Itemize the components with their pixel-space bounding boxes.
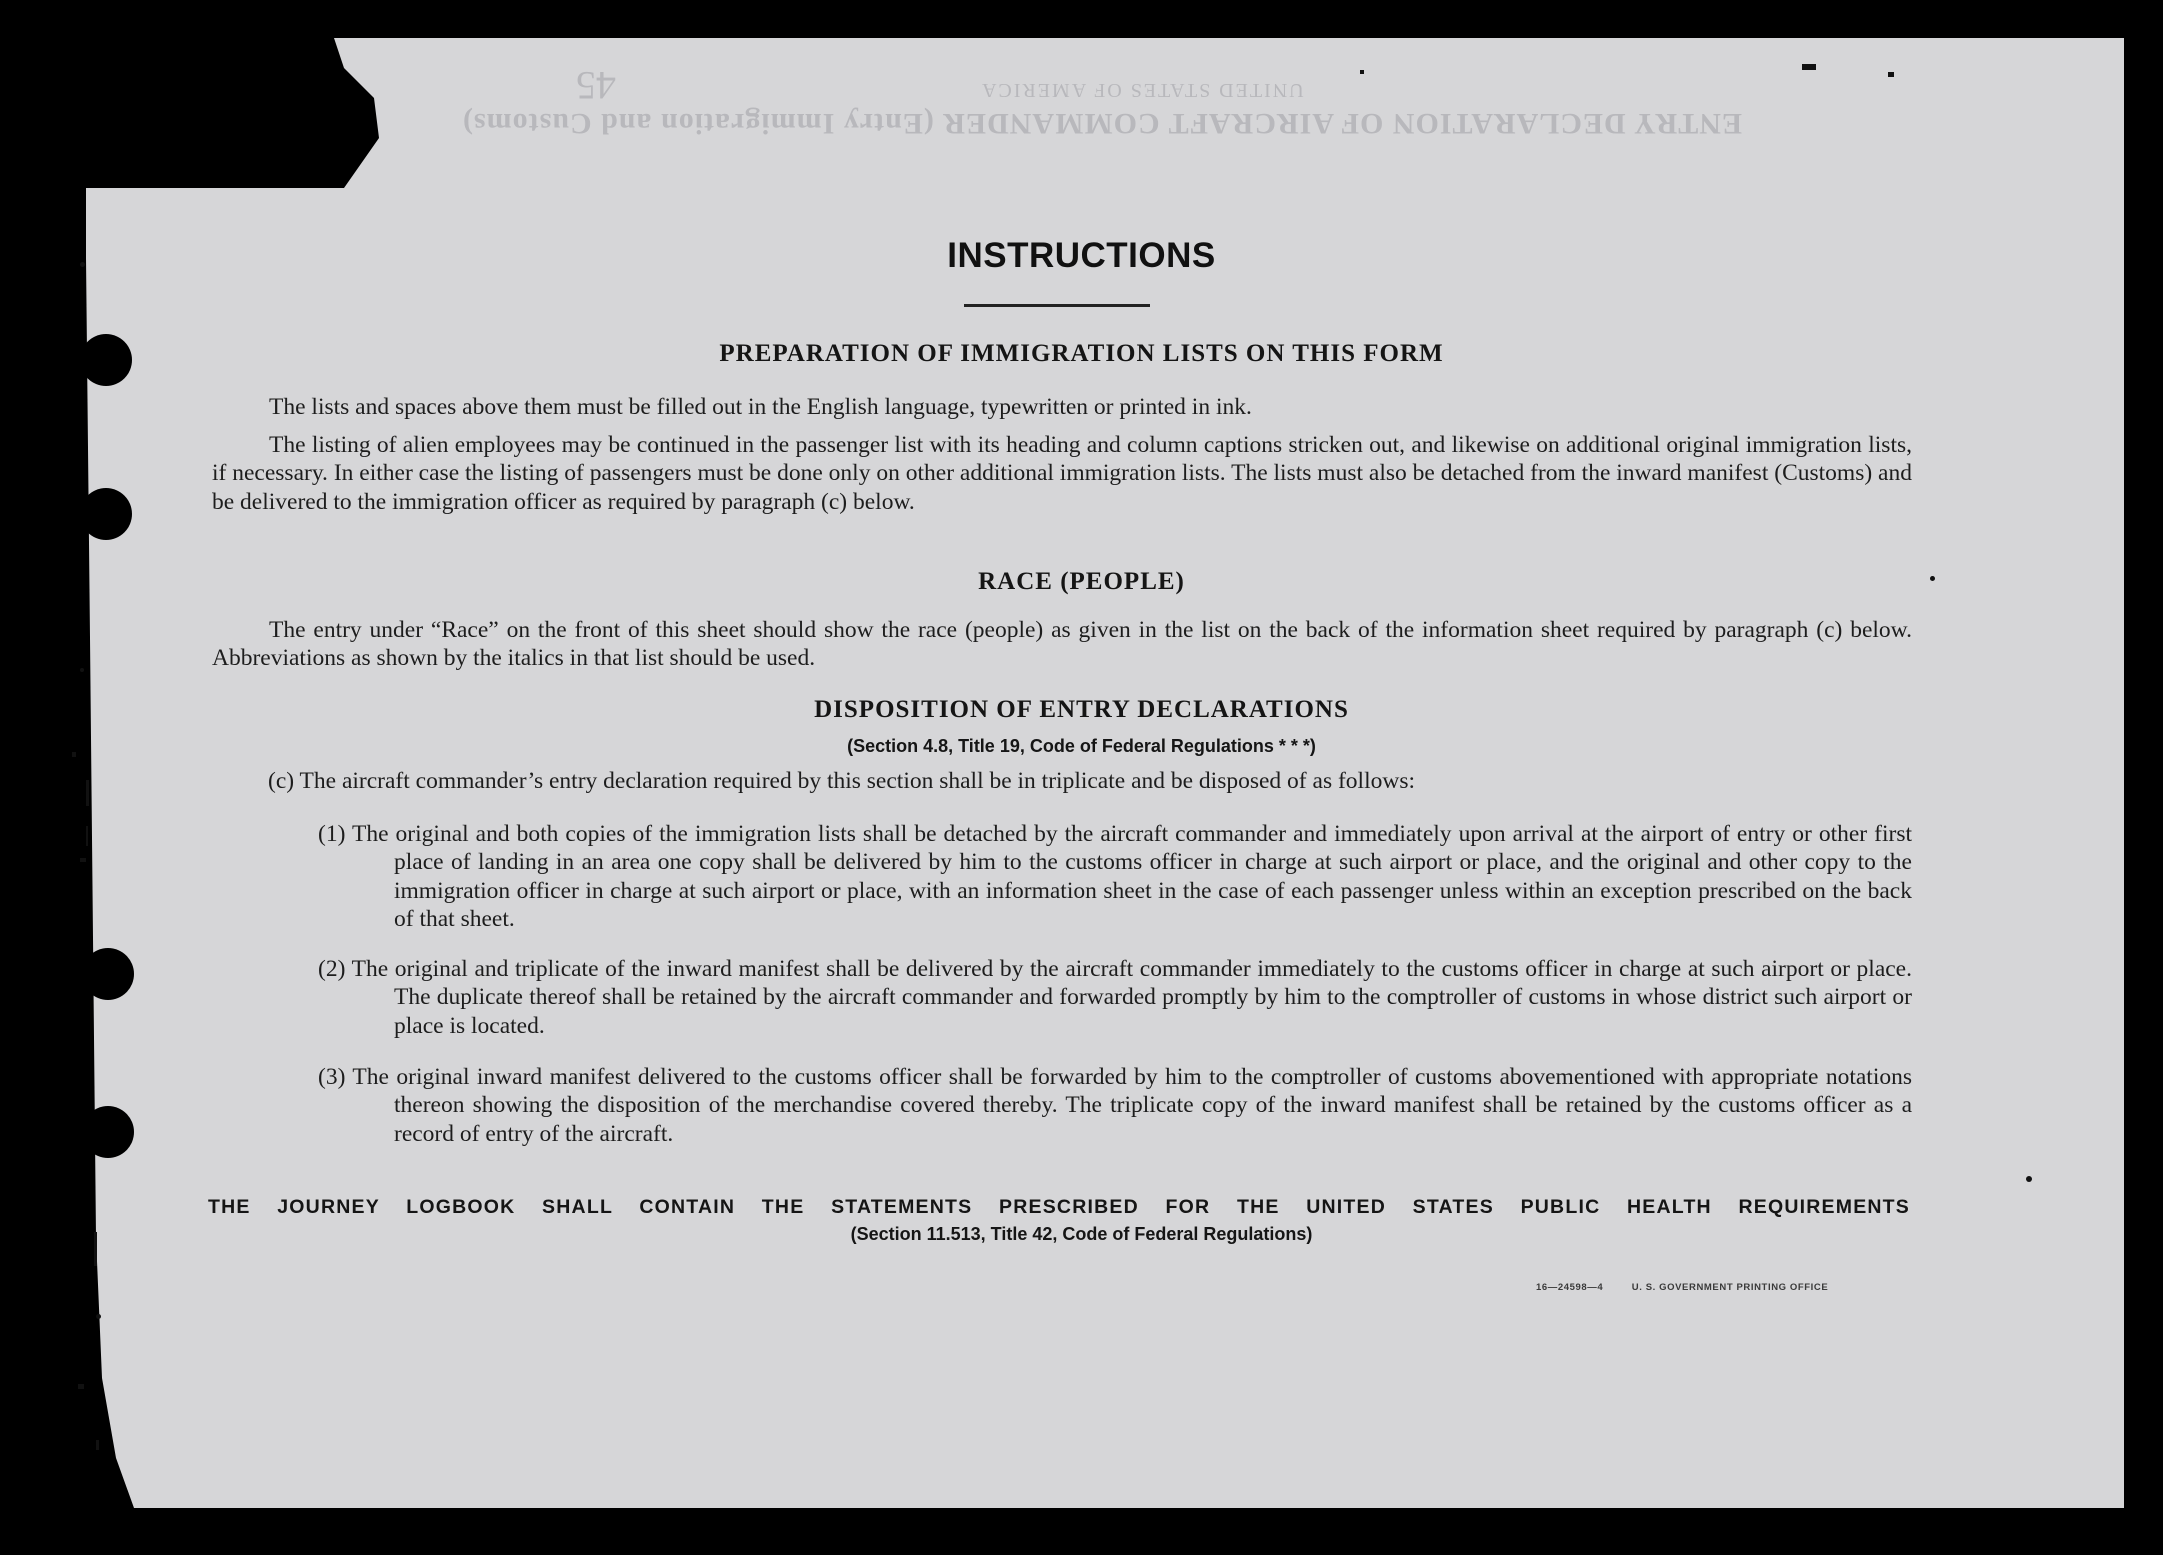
disposition-intro: (c) The aircraft commander’s entry declaration required by this section shall be in triplicate and be disposed of as follows: <box>268 768 1415 794</box>
ink-speck <box>80 858 86 862</box>
bleed-through-title: ENTRY DECLARATION OF AIRCRAFT COMMANDER (Entry Immigration and Customs) <box>462 107 1742 140</box>
ink-speck <box>86 780 89 806</box>
ink-speck <box>86 826 88 846</box>
section-heading-preparation: PREPARATION OF IMMIGRATION LISTS ON THIS FORM <box>719 340 1444 367</box>
bleed-through-header: UNITED STATES OF AMERICA <box>980 79 1304 101</box>
ink-speck <box>96 1440 99 1450</box>
section-heading-race: RACE (PEOPLE) <box>978 568 1185 595</box>
ink-speck <box>2026 1176 2032 1182</box>
bleed-through-number: 45 <box>576 63 616 108</box>
title-underline <box>964 304 1150 307</box>
ink-speck <box>1802 64 1816 70</box>
race-paragraph: The entry under “Race” on the front of this sheet should show the race (people) as given in the list on the back of the information sheet required by paragraph (c) below. Abbreviations as shown by the italics in that list should be used. <box>212 617 1912 672</box>
disposition-item-3: (3) The original inward manifest delivered to the customs officer shall be forwarded by him to the comptroller of customs abovementioned with appropriate notations thereon showing the disposition of the merchandise covered thereby. The triplicate copy of the inward manifest shall be retained by the customs officer as a record of entry of the aircraft. <box>318 1064 1912 1147</box>
printer-name: U. S. GOVERNMENT PRINTING OFFICE <box>1631 1282 1829 1293</box>
torn-corner <box>44 38 384 188</box>
printer-imprint <box>1536 1282 1828 1293</box>
page-title: INSTRUCTIONS <box>947 236 1216 275</box>
punch-hole <box>80 488 132 540</box>
public-health-citation: (Section 11.513, Title 42, Code of Federal Regulations) <box>850 1224 1313 1244</box>
ink-speck <box>1360 70 1364 74</box>
disposition-item-2: (2) The original and triplicate of the inward manifest shall be delivered by the aircraft commander immediately to the customs officer in charge at such airport or place. The duplicate thereof shall be retained by the aircraft commander and forwarded promptly by him to the comptroller of customs in whose district such airport or place is located. <box>318 956 1912 1039</box>
ink-speck <box>1888 72 1894 77</box>
punch-hole <box>82 948 134 1000</box>
ink-speck <box>96 1314 101 1319</box>
preparation-paragraph-1: The lists and spaces above them must be filled out in the English language, typewritten or printed in ink. <box>269 394 1252 420</box>
ink-speck <box>78 1384 84 1389</box>
disposition-item-1: (1) The original and both copies of the immigration lists shall be detached by the aircraft commander and immediately upon arrival at the airport of entry or other first place of landing in an area one copy shall be delivered by him to the customs officer in charge at such airport or place, and the original and other copy to the immigration officer in charge at such airport or place, with an information sheet in the case of each passenger unless within an exception prescribed on the back of that sheet. <box>318 821 1912 932</box>
printer-code: 16—24598—4 <box>1536 1282 1604 1293</box>
ink-speck <box>80 668 84 672</box>
preparation-paragraph-2: The listing of alien employees may be continued in the passenger list with its heading and column captions stricken out, and likewise on additional original immigration lists, if necessary. In either case the listing of passengers must be done only on other additional immigration lists. The lists must also be detached from the inward manifest (Customs) and be delivered to the immigration officer as required by paragraph (c) below. <box>212 432 1912 515</box>
public-health-statement: THE JOURNEY LOGBOOK SHALL CONTAIN THE STATEMENTS PRESCRIBED FOR THE UNITED STATES PUBLIC HEALTH REQUIREMENTS <box>208 1196 1910 1218</box>
punch-hole <box>82 1106 134 1158</box>
section-heading-disposition: DISPOSITION OF ENTRY DECLARATIONS <box>814 696 1349 723</box>
disposition-citation: (Section 4.8, Title 19, Code of Federal Regulations * * *) <box>847 736 1316 756</box>
